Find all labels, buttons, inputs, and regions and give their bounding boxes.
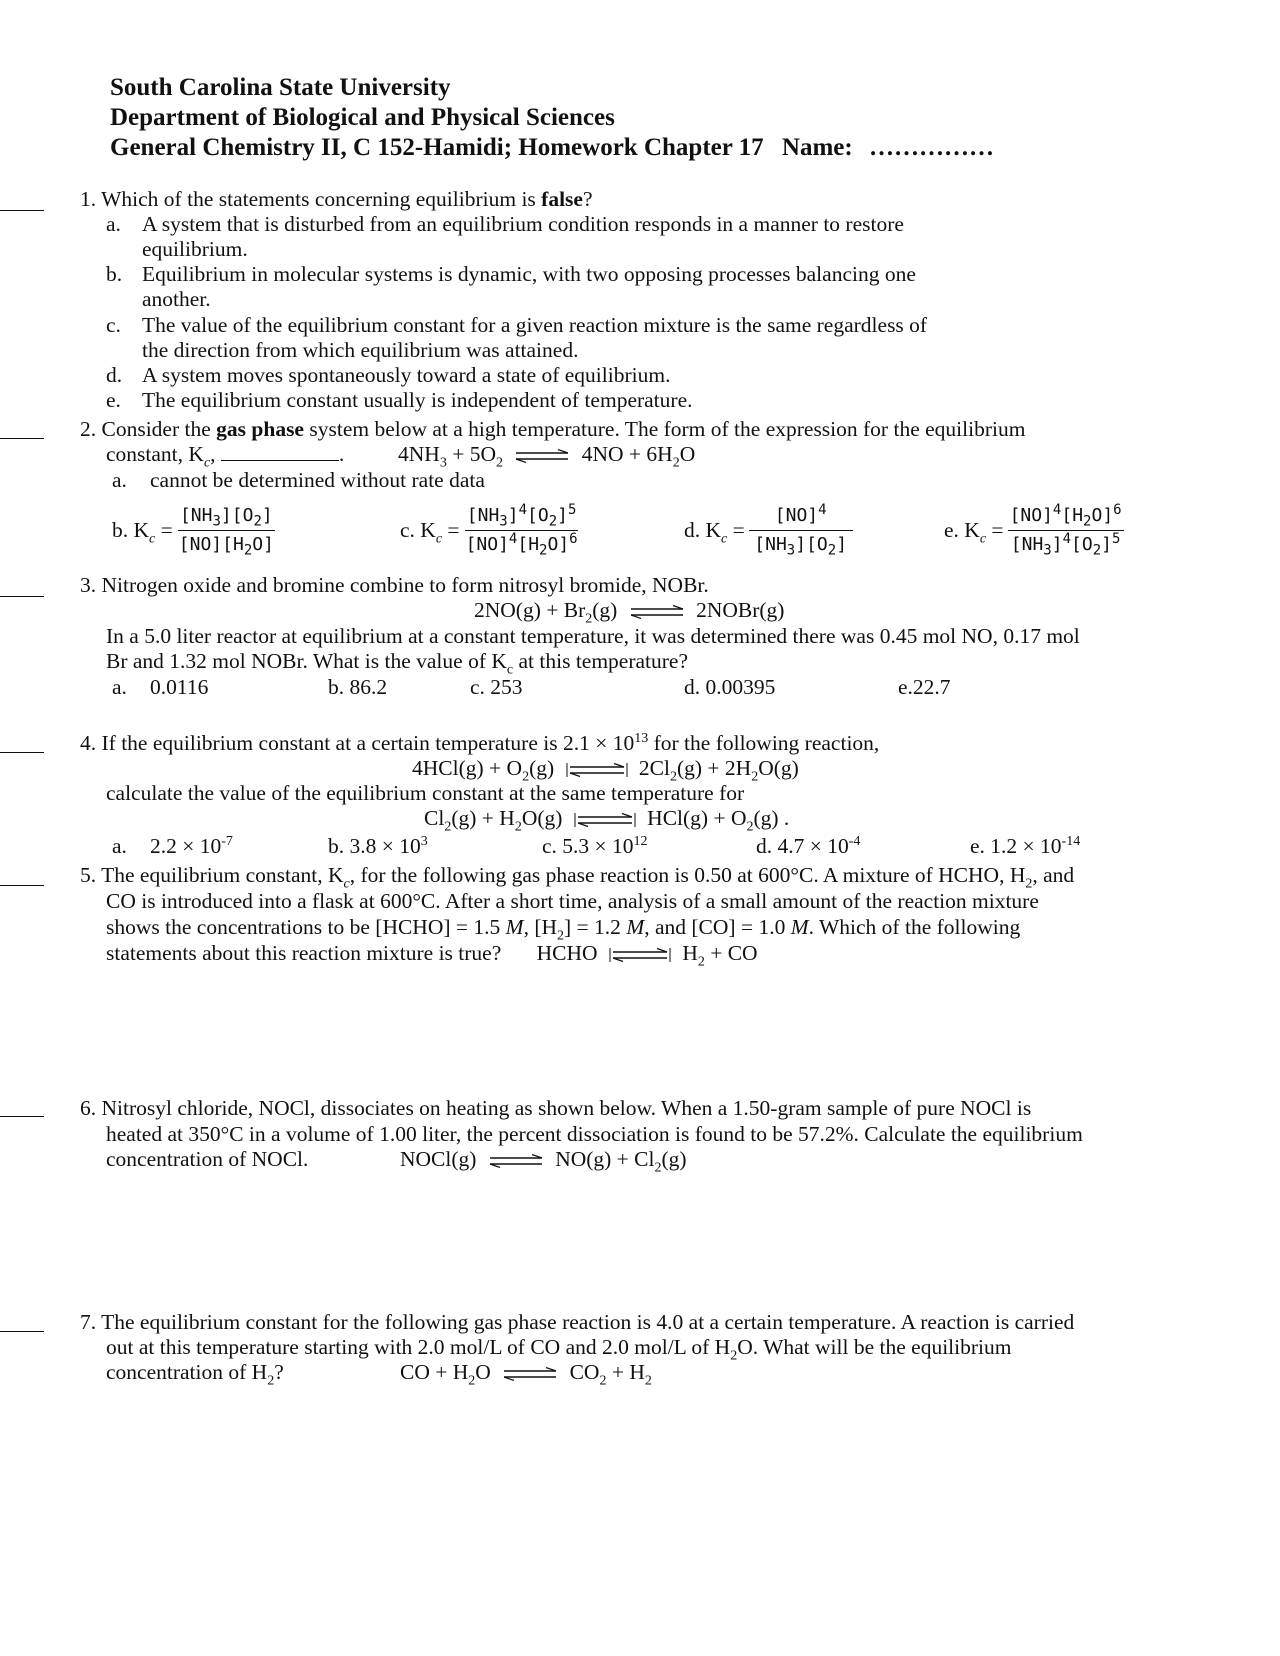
superscript: 6 (569, 530, 578, 547)
q3-option-d[interactable]: d. 0.00395 (684, 675, 776, 699)
chem-text: O (475, 1360, 491, 1384)
option-label (684, 517, 745, 547)
question-5 (80, 862, 1075, 892)
q7-reaction (400, 1359, 652, 1389)
q4-option-e[interactable] (970, 833, 1080, 859)
option-letter: d. (106, 363, 123, 387)
chem-text: [NH (754, 533, 787, 555)
chem-text: [O (806, 533, 828, 555)
question-text: statements about this reaction mixture is true? (106, 941, 502, 965)
subscript: 2 (1092, 542, 1102, 559)
q6-reaction (400, 1146, 687, 1176)
question-number: 5. (80, 863, 97, 887)
answer-blank-3[interactable] (0, 596, 44, 597)
question-3 (80, 572, 709, 598)
q6-line2: heated at 350°C in a volume of 1.00 liter, the percent dissociation is found to be 57.2%. Calculate the equilibrium (106, 1122, 1083, 1146)
chem-text: (g) . (753, 806, 790, 830)
option-letter: b. K (112, 518, 150, 542)
superscript: 4 (1062, 530, 1071, 547)
q2-line2: constant, $K_c$, . (106, 442, 345, 471)
equilibrium-arrow-icon (514, 449, 570, 463)
chem-text: O(g) (758, 756, 799, 780)
q2-option-b[interactable] (112, 498, 276, 562)
subscript: 2 (522, 769, 530, 785)
superscript: -14 (1061, 833, 1081, 849)
option-letter: b. (106, 262, 123, 286)
q1-option-d[interactable] (106, 362, 671, 388)
chem-text: [NO] (774, 504, 819, 526)
subscript: c (721, 531, 728, 547)
chem-text: 4HCl(g) + O (412, 756, 523, 780)
chem-text: CO (569, 1360, 600, 1384)
q3-option-a[interactable]: 0.0116 (150, 675, 209, 699)
chem-text: O (679, 442, 696, 466)
question-text: ? (274, 1360, 284, 1384)
equals-sign: = (991, 518, 1004, 542)
q1-option-b[interactable] (106, 261, 916, 287)
subscript: 3 (1043, 542, 1052, 559)
chem-text: [NO] (1009, 504, 1053, 526)
numerator (465, 502, 579, 531)
q2-option-d[interactable] (684, 498, 853, 562)
chem-text: HCl(g) + O (647, 806, 747, 830)
option-letter: a. (112, 834, 127, 858)
q1-option-c-cont: the direction from which equilibrium was attained. (142, 338, 579, 362)
fraction-kc-b (177, 502, 276, 559)
name-field[interactable]: …………… (868, 134, 994, 161)
question-6 (80, 1095, 1031, 1121)
superscript: 4 (518, 501, 527, 518)
subscript: c (435, 531, 443, 547)
chem-text: (g) + 2H (676, 756, 752, 780)
subscript: 2 (444, 819, 452, 835)
q4-reaction-forward (412, 755, 799, 785)
chem-text: [H (222, 533, 244, 555)
question-number: 7. (80, 1310, 97, 1334)
emphasis: false (541, 187, 583, 211)
subscript: c (149, 531, 156, 547)
chem-text: [NO] (178, 533, 223, 555)
chem-text: O(g) (521, 806, 563, 830)
chem-text: [O (1071, 533, 1093, 555)
chem-text: (g) (529, 756, 555, 780)
q1-option-a-cont: equilibrium. (142, 237, 248, 261)
chem-text: [NH (466, 504, 500, 526)
q4-option-b[interactable] (328, 833, 428, 859)
answer-blank-1[interactable] (0, 210, 44, 211)
question-number: 4. (80, 731, 97, 755)
option-text: The value of the equilibrium constant for a given reaction mixture is the same regardless of (142, 313, 928, 337)
chem-text: [NH (1010, 533, 1044, 555)
fraction-kc-e (1008, 502, 1124, 559)
chem-text: ] (795, 533, 807, 555)
chem-text: ] (1101, 533, 1112, 555)
question-text: ] = 1.2 (564, 915, 627, 939)
emphasis: gas phase (216, 417, 304, 441)
q6-line3: concentration of NOCl. (106, 1147, 309, 1171)
q5-line3 (106, 914, 1021, 944)
subscript: 2 (253, 513, 262, 530)
q7-line2 (106, 1334, 1012, 1364)
subscript: 3 (786, 542, 796, 559)
chem-text: ] (557, 504, 568, 526)
chem-text: 4NO + 6H (581, 442, 673, 466)
question-text: , for the following gas phase reaction is 0.50 at 600°C. A mixture of HCHO, H (349, 863, 1026, 887)
option-letter: d. K (684, 518, 722, 542)
equilibrium-arrow-icon (502, 1367, 558, 1381)
q4-option-d[interactable] (756, 833, 860, 859)
q3-option-a-letter[interactable]: a. (112, 675, 127, 699)
question-text: , (210, 442, 216, 466)
q3-line3 (106, 648, 689, 678)
subscript: 2 (697, 954, 705, 970)
question-4 (80, 730, 879, 756)
q1-option-c[interactable] (106, 312, 928, 338)
subscript: 2 (599, 1373, 607, 1389)
course-title (110, 134, 994, 162)
chem-text: NO(g) + Cl (555, 1147, 655, 1171)
superscript: -7 (221, 833, 233, 849)
chem-text: + CO (704, 941, 758, 965)
option-text: The equilibrium constant usually is independent of temperature. (142, 388, 693, 412)
q4-reaction-reverse (424, 805, 790, 835)
question-number: 3. (80, 573, 97, 597)
molar-unit: M (505, 915, 524, 939)
option-letter: c. K (400, 518, 436, 542)
option-label (400, 517, 460, 547)
option-value: d. 4.7 × 10 (756, 834, 849, 858)
chem-text: ] (507, 504, 519, 526)
q2-option-c[interactable] (400, 498, 580, 562)
course-label: General Chemistry II, C 152-Hamidi; Homework Chapter 17 (110, 134, 764, 161)
subscript: 2 (730, 1348, 738, 1364)
chem-text: [NO] (465, 533, 509, 555)
subscript: 2 (539, 542, 548, 559)
answer-blank-7[interactable] (0, 1331, 44, 1332)
equilibrium-arrow-icon (629, 605, 685, 619)
superscript: 3 (420, 833, 428, 849)
q1-option-e[interactable] (106, 387, 693, 413)
denominator (1009, 531, 1123, 559)
chem-text: CO + H (400, 1360, 469, 1384)
q1-option-a[interactable] (106, 211, 904, 237)
chem-text: HCHO (536, 941, 598, 965)
chem-text: 2NO(g) + Br (474, 598, 586, 622)
numerator (1008, 502, 1124, 531)
question-text: If the equilibrium constant at a certain temperature is 2.1 × 10 (101, 731, 635, 755)
subscript: 3 (499, 513, 508, 530)
subscript: 2 (243, 542, 253, 559)
question-number: 6. (80, 1096, 97, 1120)
superscript: 13 (634, 730, 649, 746)
subscript: 2 (514, 819, 522, 835)
subscript: 2 (827, 542, 837, 559)
chem-text: ] (836, 533, 848, 555)
answer-blank-5[interactable] (0, 885, 44, 886)
subscript: 2 (644, 1373, 652, 1389)
equals-sign: = (447, 518, 460, 542)
superscript: 6 (1113, 501, 1122, 518)
question-text: concentration of H (106, 1360, 268, 1384)
q7-line3 (106, 1359, 284, 1389)
option-value: e. 1.2 × 10 (970, 834, 1062, 858)
option-text (150, 833, 233, 859)
question-2 (80, 416, 1025, 442)
chem-text: 2NOBr(g) (696, 598, 785, 622)
equilibrium-arrow-icon (488, 1154, 544, 1168)
equilibrium-arrow-icon (566, 762, 628, 778)
chem-text: [H (1061, 504, 1084, 526)
q5-reaction (536, 941, 758, 970)
option-letter: e. (106, 388, 121, 412)
numerator (749, 502, 853, 531)
answer-blank-4[interactable] (0, 752, 44, 753)
question-text: ? (582, 187, 593, 211)
question-text: for the following reaction, (648, 731, 880, 755)
question-text: The equilibrium constant, K (101, 863, 344, 887)
question-text: constant, K (106, 442, 204, 466)
subscript: 3 (439, 455, 447, 471)
q3-option-b[interactable]: b. 86.2 (328, 675, 388, 699)
question-number: 2. (80, 417, 97, 441)
subscript: 2 (495, 455, 503, 471)
molar-unit: M (626, 915, 645, 939)
q5-line2: CO is introduced into a flask at 600°C. After a short time, analysis of a small amount of the reaction mixture (106, 889, 1039, 913)
q4-line2: calculate the value of the equilibrium constant at the same temperature for (106, 781, 745, 805)
subscript: 2 (751, 769, 759, 785)
q3-option-e[interactable]: e.22.7 (898, 675, 951, 699)
option-label (944, 517, 1004, 547)
question-text: Br and 1.32 mol NOBr. What is the value of K (106, 649, 507, 673)
chem-text: H (682, 941, 698, 965)
subscript: c (506, 662, 514, 678)
question-text: , and (1032, 863, 1075, 887)
university-title: South Carolina State University (110, 74, 451, 101)
denominator (464, 531, 580, 559)
subscript: 2 (746, 819, 754, 835)
option-letter: a. (106, 212, 121, 236)
subscript: 2 (672, 455, 680, 471)
question-text: at this temperature? (513, 649, 689, 673)
chem-text: NOCl(g) (400, 1147, 477, 1171)
chem-text: 4NH (398, 442, 440, 466)
option-letter: a. (112, 468, 127, 492)
chem-text: (g) (661, 1147, 687, 1171)
superscript: 4 (1052, 501, 1062, 518)
equilibrium-arrow-icon (609, 947, 671, 963)
fraction-kc-d (749, 502, 853, 559)
superscript: 4 (508, 530, 518, 547)
question-text: , and [CO] = 1.0 (644, 915, 791, 939)
chem-text: ] (261, 504, 273, 526)
superscript: 5 (1111, 530, 1121, 547)
chem-text: Cl (424, 806, 445, 830)
question-text: out at this temperature starting with 2.0 mol/L of CO and 2.0 mol/L of H (106, 1335, 731, 1359)
superscript: 5 (567, 501, 577, 518)
superscript: 12 (633, 833, 648, 849)
molar-unit: M (790, 915, 809, 939)
question-text: O. What will be the equilibrium (737, 1335, 1012, 1359)
chem-text: [O (231, 504, 254, 526)
option-value: c. 5.3 × 10 (542, 834, 634, 858)
q4-option-c[interactable] (542, 833, 648, 859)
q5-line4 (106, 940, 758, 970)
option-letter: c. (106, 313, 121, 337)
option-text: Equilibrium in molecular systems is dynamic, with two opposing processes balancing one (142, 262, 916, 286)
name-label: Name: (781, 134, 853, 161)
subscript: 2 (669, 769, 677, 785)
chem-text: (g) + H (451, 806, 515, 830)
question-text: . Which of the following (808, 915, 1021, 939)
question-text: Which of the statements concerning equilibrium is (101, 187, 542, 211)
subscript: 2 (548, 513, 558, 530)
option-text: A system that is disturbed from an equilibrium condition responds in a manner to restore (142, 212, 904, 236)
option-text: cannot be determined without rate data (150, 468, 485, 492)
subscript: c (343, 876, 350, 892)
superscript: 4 (818, 501, 827, 518)
question-text: shows the concentrations to be [HCHO] = 1.5 (106, 915, 506, 939)
q2-option-e[interactable] (944, 498, 1124, 562)
chem-text: [H (517, 533, 540, 555)
subscript: c (203, 455, 211, 471)
answer-blank-6[interactable] (0, 1116, 44, 1117)
chem-text: O] (252, 533, 274, 555)
chem-text: (g) (592, 598, 618, 622)
question-text: system below at a high temperature. The form of the expression for the equilibrium (303, 417, 1026, 441)
q2-option-a[interactable] (112, 467, 485, 493)
subscript: 2 (585, 611, 593, 627)
chem-text: [O (527, 504, 549, 526)
subscript: 2 (1025, 876, 1033, 892)
question-7 (80, 1309, 1074, 1335)
equilibrium-arrow-icon (574, 812, 636, 828)
equals-sign: = (732, 518, 745, 542)
chem-text: 2Cl (638, 756, 670, 780)
q3-option-c[interactable]: c. 253 (470, 675, 523, 699)
option-text: A system moves spontaneously toward a state of equilibrium. (142, 363, 671, 387)
numerator (178, 502, 275, 531)
subscript: 3 (212, 513, 221, 530)
question-text: , [H (523, 915, 558, 939)
answer-blank-2[interactable] (0, 438, 44, 439)
chem-text: + H (606, 1360, 645, 1384)
q3-reaction (474, 597, 785, 627)
option-value: b. 3.8 × 10 (328, 834, 421, 858)
subscript: 2 (267, 1373, 275, 1389)
q2-reaction (398, 441, 696, 471)
fraction-kc-c (464, 502, 580, 559)
option-label (112, 517, 173, 547)
superscript: -4 (848, 833, 861, 849)
question-number: 1. (80, 187, 97, 211)
department-title: Department of Biological and Physical Sciences (110, 104, 615, 131)
chem-text: O] (547, 533, 570, 555)
chem-text: + 5O (446, 442, 496, 466)
chem-text: [NH (179, 504, 213, 526)
subscript: 2 (1083, 513, 1092, 530)
question-text: Nitrogen oxide and bromine combine to form nitrosyl bromide, NOBr. (101, 573, 709, 597)
subscript: c (979, 531, 987, 547)
denominator (752, 531, 849, 559)
chem-text: ] (220, 504, 232, 526)
question-text: The equilibrium constant for the following gas phase reaction is 4.0 at a certain temperature. A reaction is carried (101, 1310, 1075, 1334)
subscript: 2 (468, 1373, 476, 1389)
fill-in-blank[interactable] (221, 442, 339, 461)
subscript: 2 (654, 1160, 662, 1176)
chem-text: ] (1051, 533, 1063, 555)
subscript: 2 (557, 928, 565, 944)
question-text: Nitrosyl chloride, NOCl, dissociates on heating as shown below. When a 1.50-gram sample of pure NOCl is (101, 1096, 1032, 1120)
q3-line2: In a 5.0 liter reactor at equilibrium at a constant temperature, it was determined there was 0.45 mol NO, 0.17 mol (106, 624, 1080, 648)
equals-sign: = (160, 518, 173, 542)
question-1 (80, 186, 593, 212)
option-value: 2.2 × 10 (150, 834, 222, 858)
option-letter: e. K (944, 518, 980, 542)
chem-text: O] (1091, 504, 1114, 526)
q1-option-b-cont: another. (142, 287, 211, 311)
question-text: Consider the (101, 417, 217, 441)
denominator (177, 531, 276, 559)
